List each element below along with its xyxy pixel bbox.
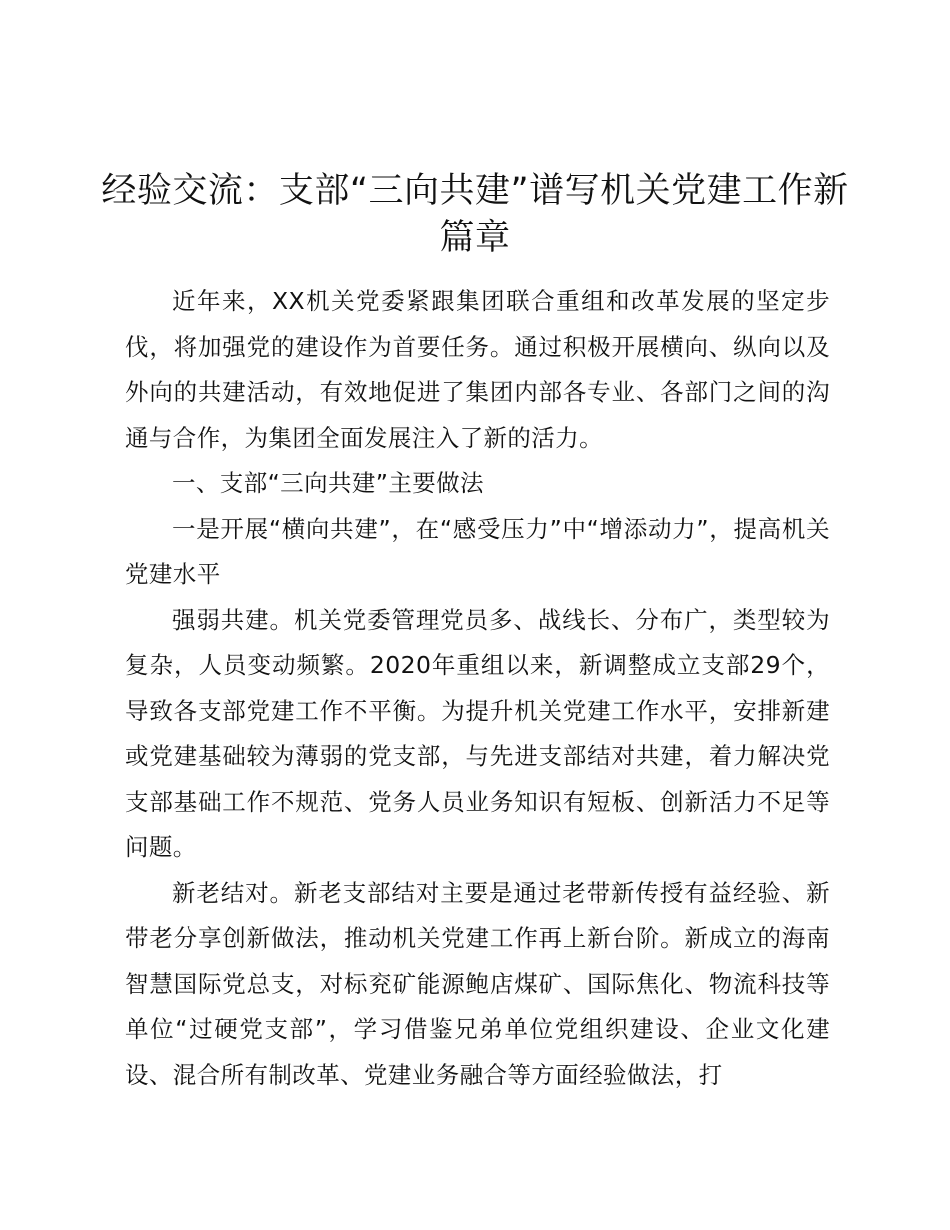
paragraph-new-old-pairing: 新老结对。新老支部结对主要是通过老带新传授有益经验、新带老分享创新做法，推动机关党建工作再上新台阶。新成立的海南智慧国际党总支，对标兖矿能源鲍店煤矿、国际焦化、物流科技等单位“过硬党支部”，学习借鉴兄弟单位党组织建设、企业文化建设、混合所有制改革、党建业务融合等方面经验做法，打 [125, 878, 830, 1089]
document-title: 经验交流：支部“三向共建”谱写机关党建工作新篇章 [101, 171, 849, 258]
paragraph-strong-weak-cobuilding: 强弱共建。机关党委管理党员多、战线长、分布广，类型较为复杂，人员变动频繁。2020年重组以来，新调整成立支部29个，导致各支部党建工作不平衡。为提升机关党建工作水平，安排新建或党建基础较为薄弱的党支部，与先进支部结对共建，着力解决党支部基础工作不规范、党务人员业务知识有短板、创新活力不足等问题。 [125, 605, 830, 861]
document-body [125, 279, 830, 1098]
section-heading-practices: 一、支部“三向共建”主要做法 [172, 469, 484, 497]
paragraph-intro: 近年来，XX机关党委紧跟集团联合重组和改革发展的坚定步伐，将加强党的建设作为首要任务。通过积极开展横向、纵向以及外向的共建活动，有效地促进了集团内部各专业、各部门之间的沟通与合作，为集团全面发展注入了新的活力。 [125, 287, 830, 452]
subheading-horizontal-cobuilding: 一是开展“横向共建”，在“感受压力”中“增添动力”，提高机关党建水平 [125, 514, 830, 588]
